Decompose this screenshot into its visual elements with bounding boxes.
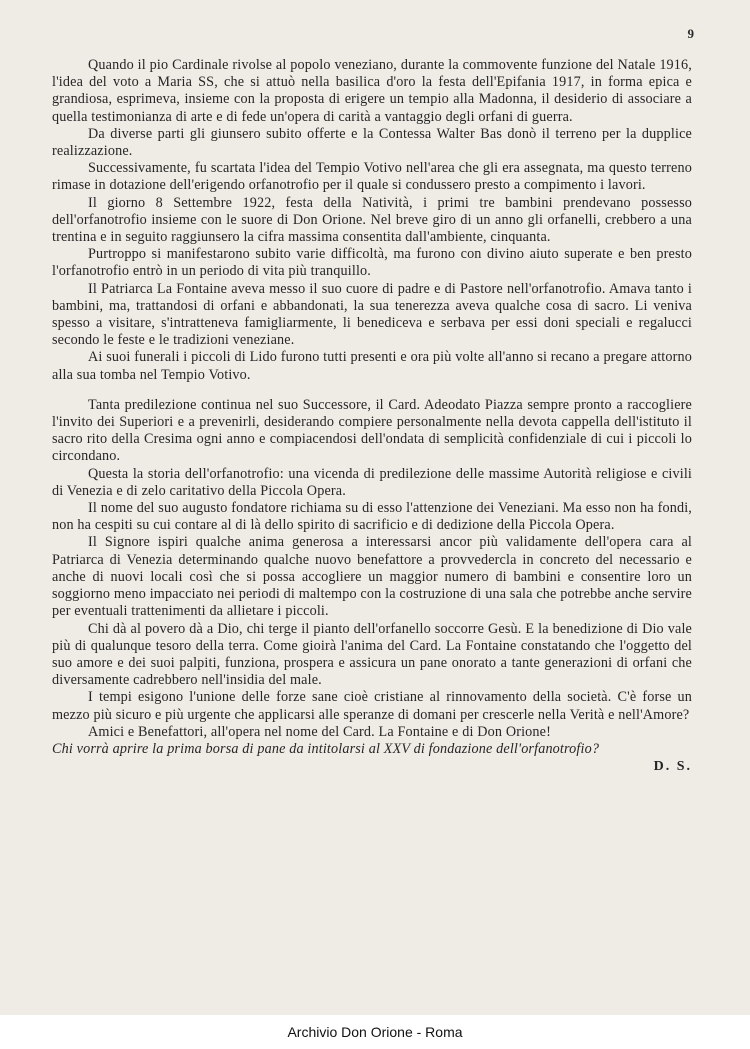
article-body: [52, 57, 692, 775]
paragraph: Il Patriarca La Fontaine aveva messo il suo cuore di padre e di Pastore nell'orfanotrofio. Amava tanto i bambini, ma, trattandosi di orfani e abbandonati, la sua tenerezza aveva qualche cosa di sacro. Li veniva spesso a visitare, s'intratteneva famigliarmente, li benediceva e serbava per essi doni speciali e regalucci secondo le feste e le tradizioni veneziane.: [52, 280, 692, 349]
paragraph: Questa la storia dell'orfanotrofio: una vicenda di predilezione delle massime Autorità religiose e civili di Venezia e di zelo caritativo della Piccola Opera.: [52, 465, 692, 499]
paragraph: Chi dà al povero dà a Dio, chi terge il pianto dell'orfanello soccorre Gesù. E la benedizione di Dio vale più di qualunque tesoro della terra. Come gioirà l'anima del Card. La Fontaine constatando che l'oggetto del suo amore e dei suoi palpiti, funziona, prospera e assicura un pane onorato a tante generazioni di orfani che diversamente cadrebbero nell'insidia del male.: [52, 620, 692, 689]
paragraph: Successivamente, fu scartata l'idea del Tempio Votivo nell'area che gli era assegnata, ma questo terreno rimase in dotazione dell'erigendo orfanotrofio per il quale si condussero presto a compimento i lavori.: [52, 160, 692, 194]
paragraph: Il Signore ispiri qualche anima generosa a interessarsi ancor più validamente dell'opera cara al Patriarca di Venezia determinando qualche nuovo benefattore a provvedercla in concreto del necessario e anche di nuovi locali così che si possa accogliere un maggior numero di bambini e consentire loro un soggiorno meno impacciato nei periodi di maltempo con la costruzione di una sala che potrebbe anche servire per eventuali trattenimenti da allietare i piccoli.: [52, 534, 692, 620]
paragraph: Quando il pio Cardinale rivolse al popolo veneziano, durante la commovente funzione del Natale 1916, l'idea del voto a Maria SS, che si attuò nella basilica d'oro la festa dell'Epifania 1917, in forma epica e grandiosa, esprimeva, insieme con la proposta di erigere un tempio alla Madonna, il desiderio di associare a quella testimonianza di arte e di fede un'opera di carità a vantaggio degli orfani di guerra.: [52, 57, 692, 125]
paragraph: Ai suoi funerali i piccoli di Lido furono tutti presenti e ora più volte all'anno si recano a pregare attorno alla sua tomba nel Tempio Votivo.: [52, 349, 692, 383]
closing-question: Chi vorrà aprire la prima borsa di pane da intitolarsi al XXV di fondazione dell'orfanotrofio?: [52, 740, 600, 757]
paragraph: Purtroppo si manifestarono subito varie difficoltà, ma furono con divino aiuto superate e ben presto l'orfanotrofio entrò in un periodo di vita più tranquillo.: [52, 246, 692, 280]
paragraph: I tempi esigono l'unione delle forze sane cioè cristiane al rinnovamento della società. C'è forse un mezzo più sicuro e più urgente che applicarsi alle speranze di domani per crescerle nella Verità e nell'Amore?: [52, 689, 692, 723]
signature: D. S.: [653, 759, 692, 775]
archive-footer: [0, 1015, 750, 1049]
page-number: 9: [687, 26, 694, 41]
paragraph: Il giorno 8 Settembre 1922, festa della Natività, i primi tre bambini prendevano possesso dell'orfanotrofio insieme con le suore di Don Orione. Nel breve giro di un anno gli orfanelli, crebbero a una trentina e in seguito raggiunsero la cifra massima consentita dall'ambiente, cinquanta.: [52, 194, 692, 246]
paragraph: Tanta predilezione continua nel suo Successore, il Card. Adeodato Piazza sempre pronto a raccogliere l'invito dei Superiori e a prevenirli, desiderando compiere personalmente nella devota cappella dell'istituto il sacro rito della Cresima ogni anno e compiacendosi dell'ondata di semplicità confidenziale di cui i piccoli lo circondano.: [52, 396, 692, 465]
footer-text: Archivio Don Orione - Roma: [287, 1024, 463, 1040]
closing-appeal: Amici e Benefattori, all'opera nel nome del Card. La Fontaine e di Don Orione!: [88, 723, 551, 740]
paragraph: Il nome del suo augusto fondatore richiama su di esso l'attenzione dei Veneziani. Ma esso non ha fondi, non ha cespiti su cui contare al di là dello spirito di sacrificio e di dedizione della Piccola Opera.: [52, 500, 692, 534]
paragraph: Da diverse parti gli giunsero subito offerte e la Contessa Walter Bas donò il terreno per la dupplice realizzazione.: [52, 125, 692, 160]
